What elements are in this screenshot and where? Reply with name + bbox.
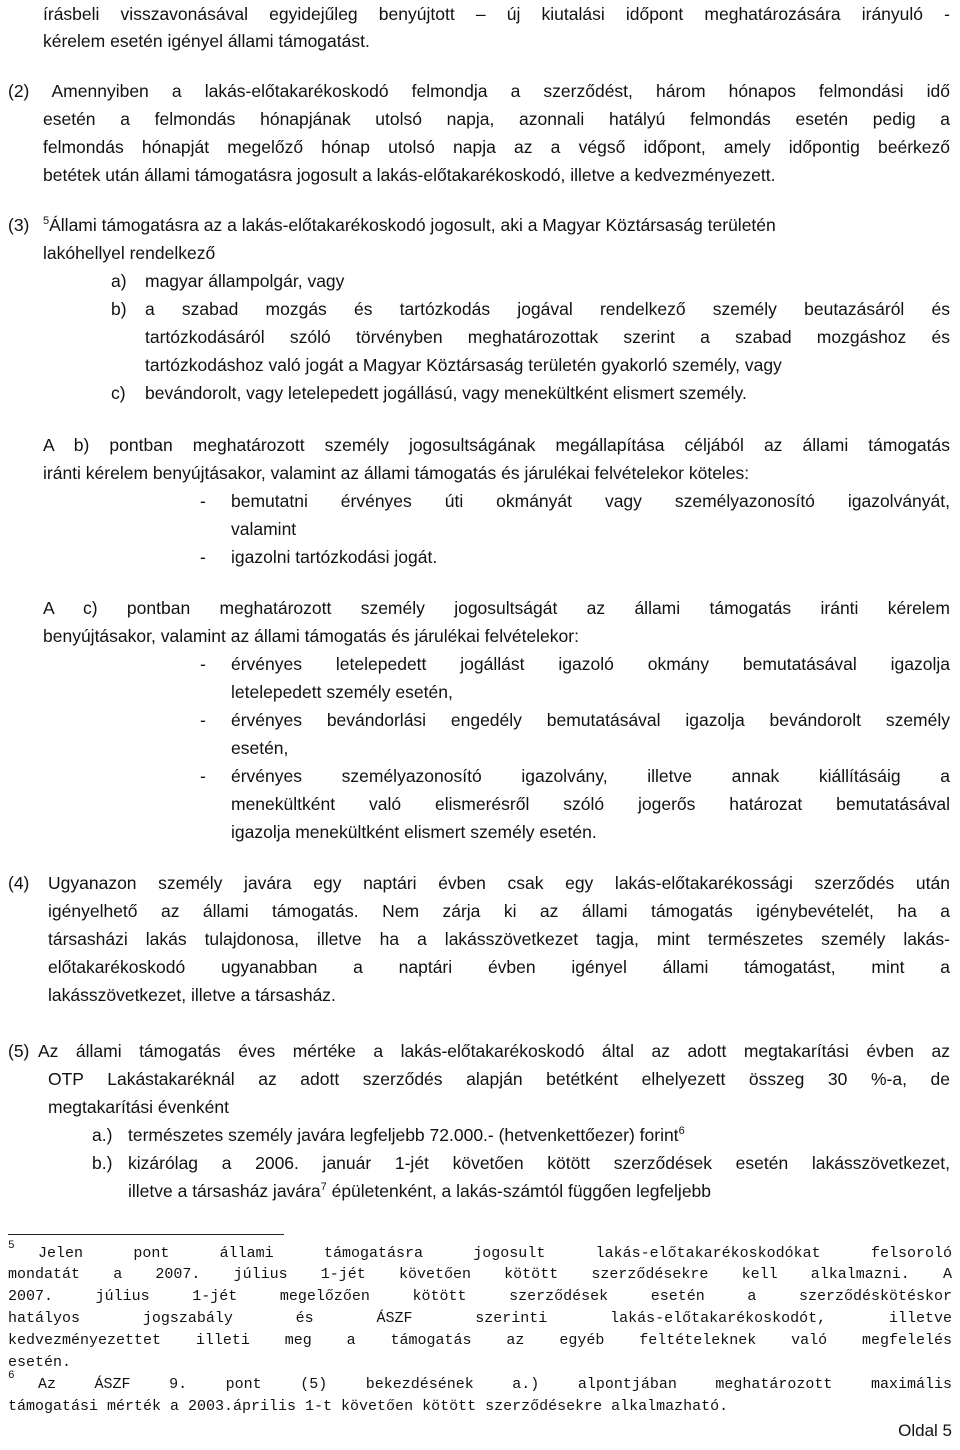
para-b-line-1: A b) pontban meghatározott személy jogosultságának megállapítása céljából az állami támogatás	[43, 435, 950, 455]
item-5a-label: a.)	[92, 1125, 113, 1145]
para-5-line-3: megtakarítási évenként	[48, 1097, 229, 1117]
para-c-line-2: benyújtásakor, valamint az állami támogatás és járulékai felvételekor:	[43, 626, 579, 646]
footnote-5-line-3: 2007. július 1-jét megelőzően kötött szerződések esetén a szerződéskötéskor	[8, 1288, 952, 1305]
para-b-dash-2: igazolni tartózkodási jogát.	[231, 547, 438, 567]
para-4-line-4: előtakarékoskodó ugyanabban a naptári évben igényel állami támogatást, mint a	[48, 957, 950, 977]
para-b-line-2: iránti kérelem benyújtásakor, valamint az állami támogatás és járulékai felvételekor köteles:	[43, 463, 750, 483]
dash: -	[200, 547, 206, 567]
para-4-line-2: igényelhető az állami támogatás. Nem zárja ki az állami támogatás igénybevételét, ha a	[48, 901, 950, 921]
para-4-number: (4)	[8, 873, 30, 893]
footnote-ref-6: 6	[678, 1125, 685, 1137]
item-c-text: bevándorolt, vagy letelepedett jogállású, vagy menekültként elismert személy.	[145, 383, 747, 403]
item-5b-line-1: kizárólag a 2006. január 1-jét követően kötött szerződések esetén lakásszövetkezet,	[128, 1153, 950, 1173]
footnote-6-number: 6	[8, 1370, 15, 1382]
para-c-dash-1-line-2: letelepedett személy esetén,	[231, 682, 453, 702]
para-2-line-4: betétek után állami támogatásra jogosult a lakás-előtakarékoskodó, illetve a kedvezményezett.	[43, 165, 776, 185]
para-2-line-2: esetén a felmondás hónapjának utolsó napja, azonnali hatályú felmondás esetén pedig a	[43, 109, 950, 129]
dash: -	[200, 766, 206, 786]
item-5b-line-2-a: illetve a társasház javára	[128, 1181, 321, 1201]
para-2-line-3: felmondás hónapját megelőző hónap utolsó napja az a végső időpont, amely időpontig beérkező	[43, 137, 950, 157]
para-c-dash-3-line-2: menekültként való elismerésről szóló jogerős határozat bemutatásával	[231, 794, 950, 814]
item-a-label: a)	[111, 271, 127, 291]
para-3-number: (3)	[8, 215, 30, 235]
dash: -	[200, 654, 206, 674]
para-c-dash-2-line-1: érvényes bevándorlási engedély bemutatásával igazolja bevándorolt személy	[231, 710, 950, 730]
intro-line-2: kérelem esetén igényel állami támogatást.	[43, 31, 370, 51]
item-5b-line-2	[128, 1180, 711, 1205]
item-5b-label: b.)	[92, 1153, 113, 1173]
para-b-dash-1-line-1: bemutatni érvényes úti okmányát vagy személyazonosító igazolványát,	[231, 491, 950, 511]
para-4-line-3: társasházi lakás tulajdonosa, illetve ha a lakásszövetkezet tagja, mint természetes személy lakás-	[48, 929, 950, 949]
para-3-line-1	[43, 214, 950, 239]
intro-line-1: írásbeli visszavonásával egyidejűleg benyújtott – új kiutalási időpont meghatározására irányuló -	[43, 4, 950, 24]
para-c-dash-3-line-1: érvényes személyazonosító igazolvány, illetve annak kiállításáig a	[231, 766, 950, 786]
item-b-line-1: a szabad mozgás és tartózkodás jogával rendelkező személy beutazásáról és	[145, 299, 950, 319]
para-4-line-5: lakásszövetkezet, illetve a társasház.	[48, 985, 336, 1005]
item-a-text: magyar állampolgár, vagy	[145, 271, 345, 291]
item-b-line-3: tartózkodáshoz való jogát a Magyar Köztársaság területén gyakorló személy, vagy	[145, 355, 782, 375]
para-5-line-2: OTP Lakástakaréknál az adott szerződés alapján betétként elhelyezett összeg 30 %-a, de	[48, 1069, 950, 1089]
footnote-5-number: 5	[8, 1240, 15, 1252]
page-number: Oldal 5	[898, 1421, 952, 1440]
footnote-5-line-1: Jelen pont állami támogatásra jogosult lakás-előtakarékoskodókat felsoroló	[38, 1245, 952, 1262]
item-b-label: b)	[111, 299, 127, 319]
para-5-number: (5)	[8, 1041, 30, 1061]
dash: -	[200, 710, 206, 730]
para-5-line-1: Az állami támogatás éves mértéke a lakás-előtakarékoskodó által az adott megtakarítási évben az	[38, 1041, 950, 1061]
footnote-6-line-1: Az ÁSZF 9. pont (5) bekezdésének a.) alpontjában meghatározott maximális	[38, 1376, 952, 1393]
para-c-dash-2-line-2: esetén,	[231, 738, 289, 758]
para-c-dash-3-line-3: igazolja menekültként elismert személy esetén.	[231, 822, 597, 842]
footnote-separator	[8, 1234, 284, 1235]
para-b-dash-1-line-2: valamint	[231, 519, 297, 539]
item-c-label: c)	[111, 383, 126, 403]
para-c-line-1: A c) pontban meghatározott személy jogosultságát az állami támogatás iránti kérelem	[43, 598, 950, 618]
dash: -	[200, 491, 206, 511]
para-3-line-1-text: Állami támogatásra az a lakás-előtakarékoskodó jogosult, aki a Magyar Köztársaság területén	[49, 215, 776, 235]
footnote-6-line-2: támogatási mérték a 2003.április 1-t követően kötött szerződésekre alkalmazható.	[8, 1398, 729, 1415]
footnote-5-line-4: hatályos jogszabály és ÁSZF szerinti lakás-előtakarékoskodót, illetve	[8, 1310, 952, 1327]
para-3-line-2: lakóhellyel rendelkező	[43, 243, 216, 263]
item-b-line-2: tartózkodásáról szóló törvényben meghatározottak szerint a szabad mozgáshoz és	[145, 327, 950, 347]
footnote-5-line-5: kedvezményezettet illeti meg a támogatás az egyéb feltételeknek való megfelelés	[8, 1332, 952, 1349]
para-2-line-1: (2) Amennyiben a lakás-előtakarékoskodó felmondja a szerződést, három hónapos felmondási idő	[8, 81, 950, 101]
footnote-ref-7: 7	[320, 1181, 327, 1193]
footnote-5-line-2: mondatát a 2007. július 1-jét követően kötött szerződésekre kell alkalmazni. A	[8, 1266, 952, 1283]
item-5a-text	[128, 1124, 685, 1149]
para-4-line-1: Ugyanazon személy javára egy naptári évben csak egy lakás-előtakarékossági szerződés után	[48, 873, 950, 893]
footnote-ref-5: 5	[43, 215, 50, 227]
item-5b-line-2-b: épületenként, a lakás-számtól függően legfeljebb	[326, 1181, 712, 1201]
para-c-dash-1-line-1: érvényes letelepedett jogállást igazoló okmány bemutatásával igazolja	[231, 654, 950, 674]
item-5a-text-main: természetes személy javára legfeljebb 72.000.- (hetvenkettőezer) forint	[128, 1125, 679, 1145]
footnote-5-line-6: esetén.	[8, 1354, 72, 1371]
